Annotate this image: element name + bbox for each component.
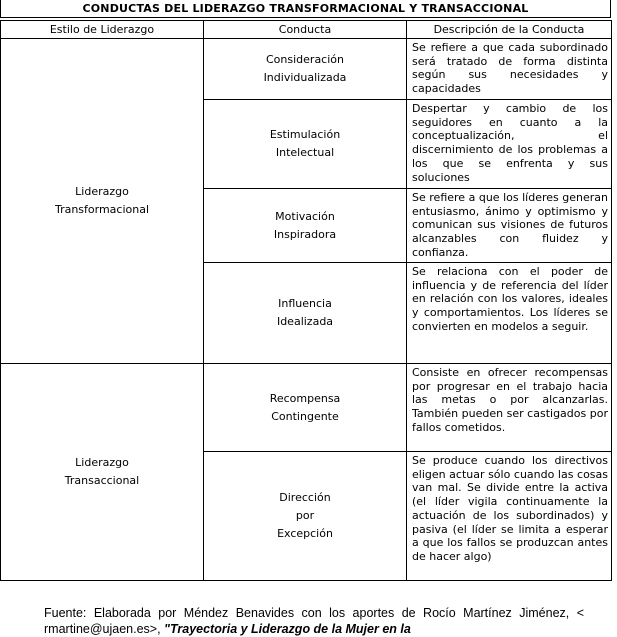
conduct-line: Dirección	[279, 491, 331, 504]
conduct-cell	[204, 100, 407, 189]
table-title: CONDUCTAS DEL LIDERAZGO TRANSFORMACIONAL Y TRANSACCIONAL	[0, 0, 611, 18]
description-cell: Se relaciona con el poder de influencia y de referencia del líder en relación con los valores, ideales y comportamientos. Los líderes se convierten en modelos a seguir.	[407, 263, 612, 364]
conduct-cell	[204, 263, 407, 364]
description-cell: Consiste en ofrecer recompensas por progresar en el trabajo hacia las metas o por alcanzarlas. También pueden ser castigados por fallos cometidos.	[407, 364, 612, 452]
description-cell: Se refiere a que cada subordinado será tratado de forma distinta según sus necesidades y capacidades	[407, 39, 612, 100]
conduct-line: Inspiradora	[273, 227, 337, 241]
style-line: Liderazgo	[75, 456, 129, 469]
description-cell: Se produce cuando los directivos eligen actuar sólo cuando las cosas van mal. Se divide entre la activa (el líder vigila continuamente la actuación de los subordinados) y pasiva (el líder se limita a esperar a que los fallos se produzcan antes de hacer algo)	[407, 452, 612, 581]
style-line: Liderazgo	[75, 185, 129, 198]
conduct-line: Influencia	[278, 297, 332, 310]
conduct-cell	[204, 364, 407, 452]
source-title: "Trayectoria y Liderazgo de la Mujer en la	[164, 622, 411, 636]
description-cell: Despertar y cambio de los seguidores en cuanto a la conceptualización, el discernimiento de los problemas a los que se enfrenta y sus soluciones	[407, 100, 612, 189]
conduct-line: Motivación	[275, 209, 335, 223]
conduct-line: Consideración	[266, 53, 344, 66]
conduct-line: Individualizada	[263, 71, 347, 84]
conduct-cell	[204, 452, 407, 581]
conduct-line: Contingente	[271, 409, 339, 423]
conduct-line: Intelectual	[275, 146, 335, 159]
conduct-line: Recompensa	[269, 391, 341, 405]
leadership-table	[0, 20, 612, 581]
conduct-line: Excepción	[277, 527, 333, 540]
header-style: Estilo de Liderazgo	[1, 21, 204, 39]
source-text: Fuente: Elaborada por Méndez Benavides con los aportes de Rocío Martínez Jiménez, < rmartine@ujaen.es>,	[44, 606, 584, 636]
conduct-cell	[204, 39, 407, 100]
style-line: Transformacional	[54, 203, 150, 216]
header-description: Descripción de la Conducta	[407, 21, 612, 39]
header-row	[1, 21, 612, 39]
conduct-line: Idealizada	[276, 315, 334, 328]
conduct-cell	[204, 189, 407, 263]
table-row	[1, 39, 612, 100]
style-transaccional	[1, 364, 204, 581]
style-transformacional	[1, 39, 204, 364]
style-line: Transaccional	[64, 474, 140, 487]
source-note	[44, 605, 584, 637]
description-cell: Se refiere a que los líderes generan entusiasmo, ánimo y optimismo y comunican sus visiones de futuros alcanzables con fluidez y confianza.	[407, 189, 612, 263]
header-conduct: Conducta	[204, 21, 407, 39]
table-row	[1, 364, 612, 452]
conduct-line: por	[295, 509, 315, 522]
conduct-line: Estimulación	[269, 128, 341, 141]
